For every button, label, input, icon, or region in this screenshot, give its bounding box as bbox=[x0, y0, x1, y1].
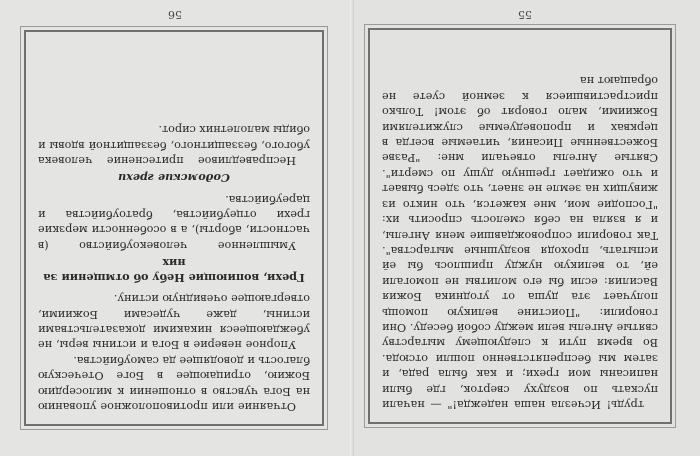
section-heading-2: Содомские грехи bbox=[118, 171, 230, 186]
left-page bbox=[350, 0, 700, 456]
right-page-frame bbox=[24, 30, 324, 426]
left-page-text bbox=[370, 73, 670, 422]
right-paragraph-1: Отчаяние или противоположное упованию на Бога чувство в отношении к милосердию Божию, отрицающее в Боге Отеческую благость и доводящее да самоубийства. bbox=[38, 353, 310, 413]
right-page-number: 56 bbox=[168, 8, 182, 21]
right-page-text bbox=[26, 122, 322, 424]
right-paragraph-2: Упорное неверие в Бога и истины веры, не убеждающееся никакими доказательствами истины, даже чудесами Божиими, отвергающее очевидную истину. bbox=[38, 292, 310, 352]
left-page-number: 55 bbox=[518, 8, 532, 21]
left-page-frame bbox=[368, 28, 672, 424]
right-paragraph-4: Несправедливое притеснение человека убогого, беззащитного, беззащитной вдовы и обиды малолетних сирот. bbox=[38, 123, 310, 168]
right-paragraph-3: Умышленное человекоубийство (в частности, аборты), а в особенности мерзкие грехи отцеубийства, братоубийства и цареубийства. bbox=[38, 192, 310, 252]
section-heading-1: Грехи, вопиющие Небу об отмщении за них bbox=[43, 255, 305, 285]
left-paragraph: трудь! Исчезла наша надежда!" — начали пускать по воздуху сверток, где были написаны мои грехи; и как была рада, и затем мы беспрепятственно пошли отсюда. Во время пути к следующему мытарству святые Ангелы вели между собой беседу. Они говорили: "Поистине великую помощь получает эта душа от угодника Божия Василия: если бы его молитвы не помогали ей, то великую нужду пришлось бы ей испытать, проходя воздушные мытарства". Так говорили сопровождавшие меня Ангелы, и я взяла на себя смелость спросить их: "Господие мои, мне кажется, что никто из живущих на земле не знает, что здесь бывает и что ожидает грешную душу по смерти". Святые Ангелы отвечали мне: "Разве Божественные Писания, читаемые всегда в церквах и проповедуемые служителями Божиими, мало говорят об этом! Только пристрастившиеся к земной суете не обращают на bbox=[382, 74, 658, 411]
